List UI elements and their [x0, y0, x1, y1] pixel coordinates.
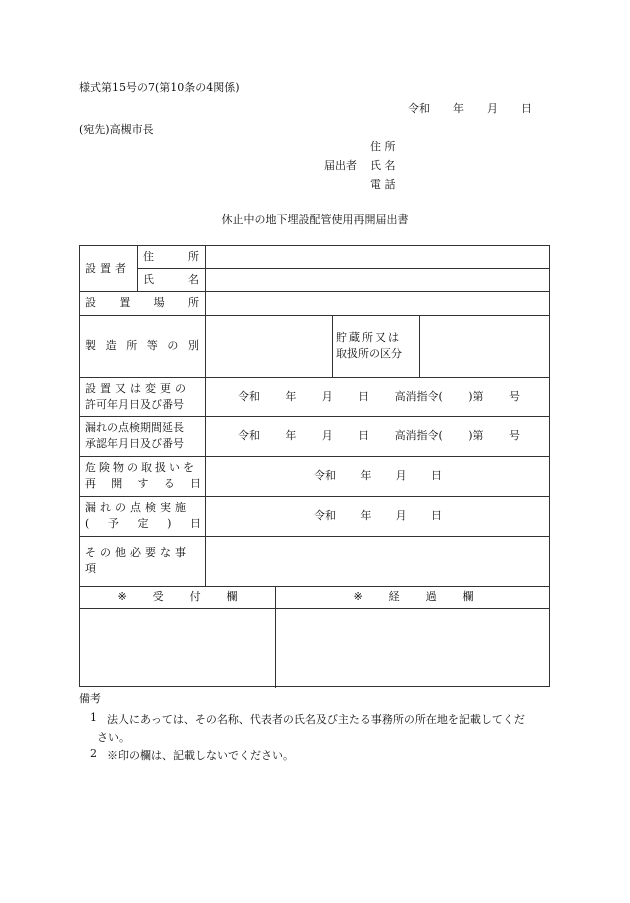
location-field[interactable] — [210, 291, 545, 315]
storage-class-label: 貯蔵所又は 取扱所の区分 — [336, 331, 402, 360]
leak-extension-field[interactable]: 令和 年 月 日 高消指令( )第 号 — [238, 429, 520, 443]
notifier-name-label: 氏 名 — [370, 159, 396, 172]
inspection-date-field[interactable]: 令和 年 月 日 — [314, 509, 442, 523]
submission-date — [408, 100, 532, 116]
installer-name-label: 氏 名 — [143, 272, 199, 286]
installer-label: 設置者 — [85, 261, 130, 275]
location-label: 設 置 場 所 — [85, 296, 199, 310]
notes-heading: 備考 — [79, 692, 101, 705]
note-2-text: ※印の欄は、記載しないでください。 — [107, 749, 294, 762]
resume-date-label: 危険物の取扱いを 再 開 す る 日 — [85, 461, 201, 490]
reception-area — [80, 609, 275, 687]
note-1-text-cont: さい。 — [97, 731, 130, 744]
installer-address-label: 住 所 — [143, 250, 199, 264]
note-1-text: 法人にあっては、その名称、代表者の氏名及び主たる事務所の所在地を記載してくだ — [107, 713, 525, 726]
notification-form-table — [79, 245, 550, 687]
date-era: 令和 — [408, 102, 430, 115]
note-2-number: 2 — [90, 747, 97, 760]
leak-extension-label: 漏れの点検期間延長 承認年月日及び番号 — [85, 421, 184, 450]
storage-class-field[interactable] — [424, 315, 546, 377]
reception-header: ※ 受 付 欄 — [117, 590, 238, 604]
progress-header: ※ 経 過 欄 — [353, 590, 474, 604]
form-title: 休止中の地下埋設配管使用再開届出書 — [221, 213, 409, 226]
permit-field[interactable]: 令和 年 月 日 高消指令( )第 号 — [238, 389, 520, 403]
facility-type-label: 製 造 所 等 の 別 — [85, 339, 199, 353]
form-number: 様式第15号の7(第10条の4関係) — [79, 81, 240, 94]
other-matters-label: その他必要な事項 — [85, 546, 190, 575]
note-1-number: 1 — [90, 711, 97, 724]
other-matters-field[interactable] — [210, 536, 545, 586]
resume-date-field[interactable]: 令和 年 月 日 — [314, 469, 442, 483]
notifier-address-label: 住 所 — [370, 140, 396, 153]
notifier-role-label: 届出者 — [324, 159, 357, 172]
installer-name-field[interactable] — [210, 268, 545, 291]
progress-area — [276, 609, 550, 687]
date-year-unit: 年 — [453, 102, 464, 115]
facility-type-field[interactable] — [210, 315, 327, 377]
addressee: (宛先)高槻市長 — [79, 123, 154, 136]
date-month-unit: 月 — [487, 102, 498, 115]
date-day-unit: 日 — [521, 102, 532, 115]
notifier-phone-label: 電 話 — [370, 178, 396, 191]
permit-label: 設置又は変更の 許可年月日及び番号 — [85, 381, 190, 411]
installer-address-field[interactable] — [210, 246, 545, 268]
inspection-date-label: 漏れの点検実施 ( 予 定 ) 日 — [85, 501, 201, 530]
